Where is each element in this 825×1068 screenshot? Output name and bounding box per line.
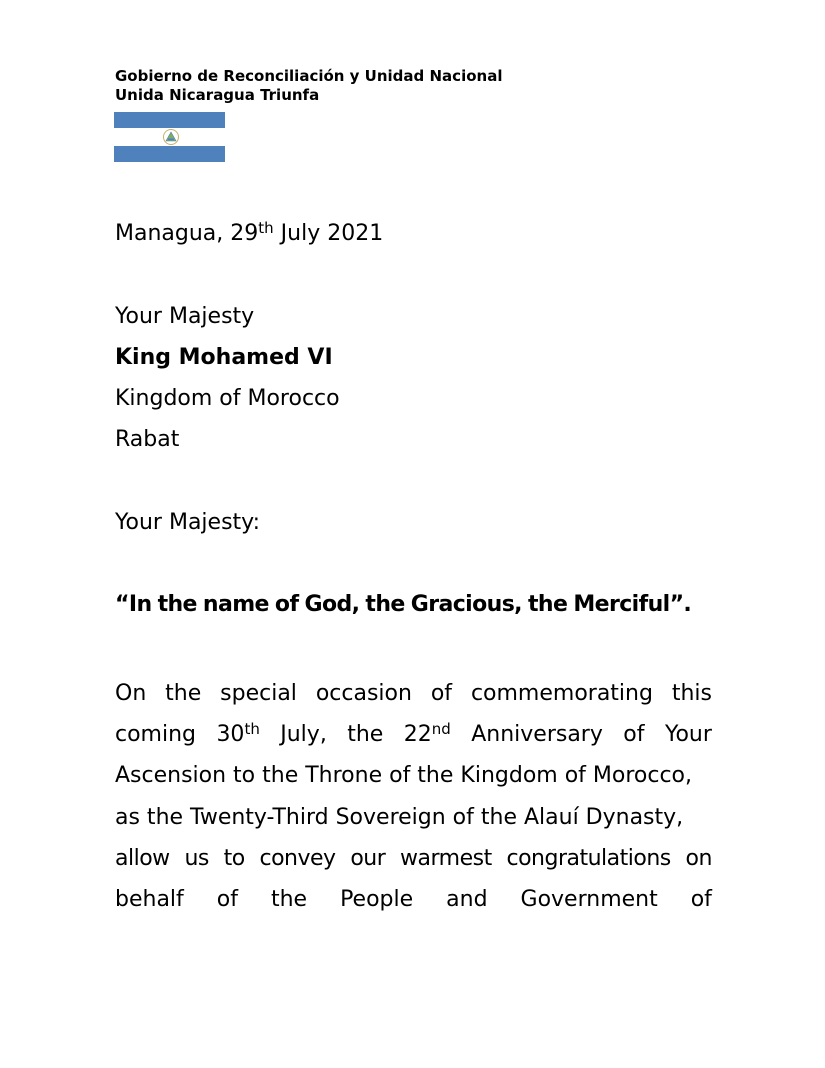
nicaragua-flag-icon (114, 112, 225, 162)
body-line: behalf of the People and Government of (115, 886, 712, 912)
letter-date: Managua, 29th July 2021 (115, 219, 384, 246)
addressee-kingdom: Kingdom of Morocco (115, 386, 340, 411)
body-line: allow us to convey our warmest congratulations on (115, 845, 712, 871)
addressee-city: Rabat (115, 427, 180, 452)
body-line: Ascension to the Throne of the Kingdom of Morocco, (115, 763, 693, 789)
letterhead-government: Gobierno de Reconciliación y Unidad Nacional (115, 67, 503, 85)
addressee-salutation: Your Majesty (115, 304, 255, 329)
letterhead (115, 67, 502, 105)
addressee-name: King Mohamed VI (115, 345, 333, 370)
body-line: as the Twenty-Third Sovereign of the Alauí Dynasty, (115, 804, 684, 830)
letter-greeting: Your Majesty: (115, 510, 260, 535)
body-line: coming 30th July, the 22nd Anniversary of Your (115, 720, 712, 748)
letter-invocation: “In the name of God, the Gracious, the Merciful”. (115, 592, 692, 617)
flag-band-top (114, 112, 225, 128)
letter-body (115, 673, 712, 920)
letterhead-motto: Unida Nicaragua Triunfa (115, 86, 320, 104)
flag-band-bottom (114, 146, 225, 162)
body-line: On the special occasion of commemorating this (115, 681, 712, 706)
coat-of-arms-icon (162, 128, 180, 146)
